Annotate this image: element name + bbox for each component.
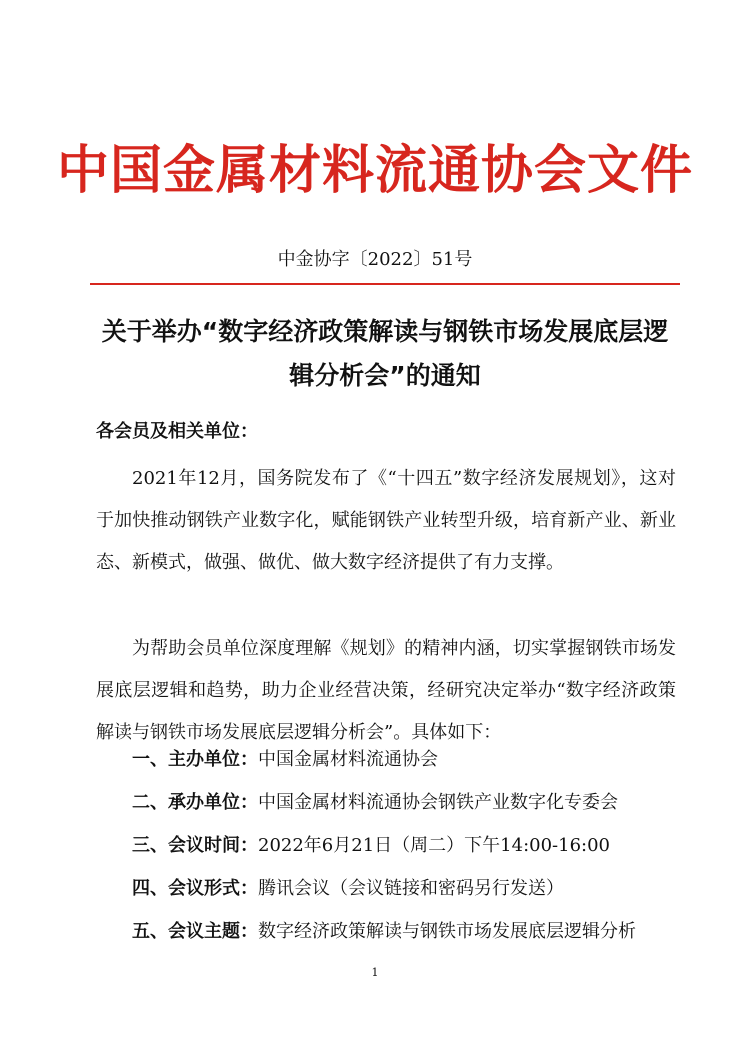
info-item-meeting-format (132, 875, 680, 903)
info-item-organizer (132, 746, 680, 774)
info-item-value: 中国金属材料流通协会钢铁产业数字化专委会 (258, 792, 618, 813)
info-item-value: 数字经济政策解读与钢铁市场发展底层逻辑分析 (258, 921, 636, 942)
header-divider (90, 283, 680, 285)
document-header-title: 中国金属材料流通协会文件 (56, 141, 693, 201)
info-item-label: 五、会议主题： (132, 921, 258, 942)
info-item-value: 腾讯会议（会议链接和密码另行发送） (258, 878, 564, 899)
document-number: 中金协字〔2022〕51号 (277, 249, 473, 270)
info-item-label: 三、会议时间： (132, 835, 258, 856)
body-paragraph: 2021年12月，国务院发布了《“十四五”数字经济发展规划》，这对于加快推动钢铁产业数字化，赋能钢铁产业转型升级，培育新产业、新业态、新模式，做强、做优、做大数字经济提供了有力支撑。 (96, 468, 676, 573)
info-item-value: 中国金属材料流通协会 (258, 749, 438, 770)
info-item-label: 四、会议形式： (132, 878, 258, 899)
page-number: 1 (371, 966, 379, 979)
salutation: 各会员及相关单位： (96, 421, 258, 442)
info-item-co-organizer (132, 789, 680, 817)
notice-title: 关于举办“数字经济政策解读与钢铁市场发展底层逻辑分析会”的通知 (101, 317, 669, 390)
body-paragraph: 为帮助会员单位深度理解《规划》的精神内涵，切实掌握钢铁市场发展底层逻辑和趋势，助力企业经营决策，经研究决定举办“数字经济政策解读与钢铁市场发展底层逻辑分析会”。具体如下： (96, 638, 676, 743)
info-item-meeting-time (132, 832, 680, 860)
info-item-label: 一、主办单位： (132, 749, 258, 770)
info-item-label: 二、承办单位： (132, 792, 258, 813)
info-item-value: 2022年6月21日（周二）下午14:00-16:00 (258, 835, 610, 856)
info-item-meeting-theme (132, 918, 680, 946)
